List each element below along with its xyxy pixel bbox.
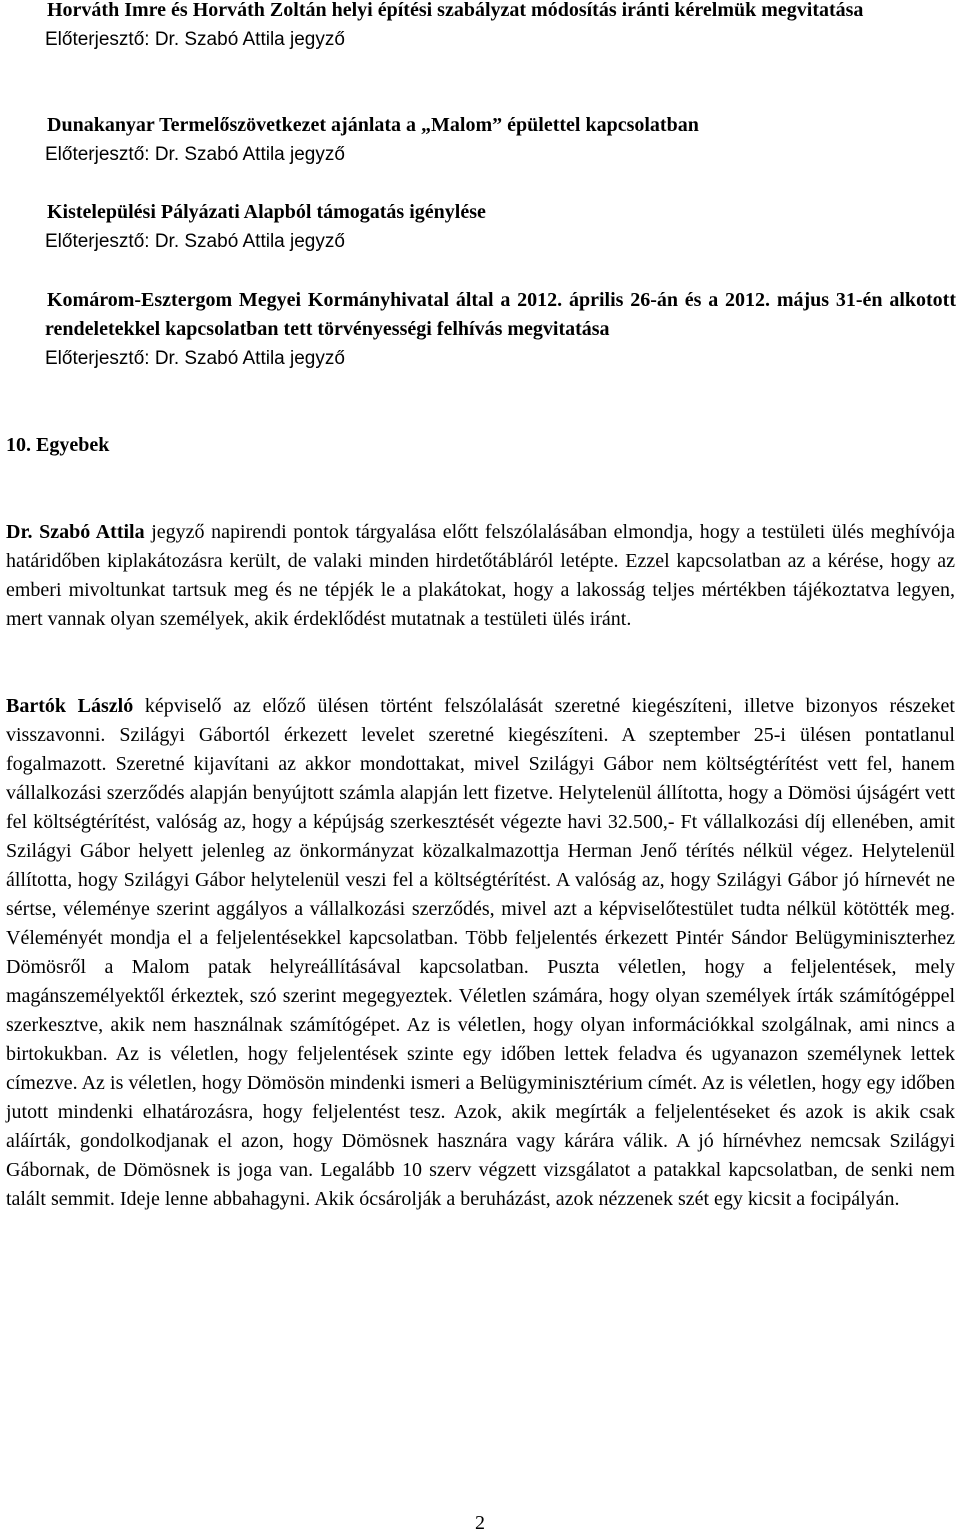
- agenda-item-8: [6, 198, 956, 256]
- agenda-item-number: [8, 111, 47, 140]
- agenda-item-9: [6, 286, 956, 373]
- agenda-item-title: Kistelepülési Pályázati Alapból támogatás igénylése: [6, 198, 956, 227]
- speaker-name: Dr. Szabó Attila: [6, 521, 145, 543]
- paragraph-bartok: [6, 692, 955, 1214]
- agenda-item-title: Dunakanyar Termelőszövetkezet ajánlata a „Malom” épülettel kapcsolatban: [6, 111, 956, 140]
- paragraph-szabo: [6, 518, 955, 634]
- speaker-name: Bartók László: [6, 695, 134, 717]
- agenda-item-number: [8, 198, 47, 227]
- agenda-item-title: 10. Egyebek: [6, 434, 110, 456]
- agenda-item-title: Horváth Imre és Horváth Zoltán helyi építési szabályzat módosítás iránti kérelmük megvitatása: [6, 0, 956, 25]
- agenda-item-number: [8, 286, 47, 315]
- page-number: 2: [475, 1512, 485, 1534]
- agenda-item-presenter: Előterjesztő: Dr. Szabó Attila jegyző: [45, 144, 345, 165]
- paragraph-text: képviselő az előző ülésen történt felszólalását szeretné kiegészíteni, illetve bizonyos részeket visszavonni. Szilágyi Gábortól érkezett levelet szeretné kiegészíteni. A szeptember 25-i ülésen pontatlanul fogalmazott. Szeretné kijavítani az akkor mondottakat, mivel Szilágyi Gábor nem költségtérítést vett fel, hanem vállalkozási szerződés alapján benyújtott számla alapján lett fizetve. Helytelenül állította, hogy a Dömösi újságért vett fel költségtérítést, valóság az, hogy a képújság szerkesztését végezte havi 32.500,- Ft vállalkozási díj ellenében, amit Szilágyi Gábor helyett jelenleg az önkormányzat közalkalmazottja Herman Jenő térítés nélkül végez. Helytelenül állította, hogy Szilágyi Gábor helytelenül veszi fel a költségtérítést. A valóság az, hogy Szilágyi Gábor jó hírnevét ne sértse, véleménye szerint aggályos a vállalkozási szerződés, mivel azt a képviselőtestület tudta nélkül kötötték meg. Véleményét mondja el a feljelentésekkel kapcsolatban. Több feljelentés érkezett Pintér Sándor Belügyminiszterhez Dömösről a Malom patak helyreállításával kapcsolatban. Puszta véletlen, hogy a feljelentések, mely magánszemélyektől érkeztek, szó szerint megegyeztek. Véletlen számára, hogy olyan személyek írták számítógéppel szerkesztve, akik nem használnak számítógépet. Az is véletlen, hogy olyan információkkal szolgálnak, ami nincs a birtokukban. Az is véletlen, hogy feljelentések szinte egy időben lettek feladva és ugyanazon személynek lettek címezve. Az is véletlen, hogy Dömösön mindenki ismeri a Belügyminisztérium címét. Az is véletlen, hogy egy időben jutott mindenki elhatározásra, hogy feljelentést tesz. Azok, akik megírták a feljelentéseket és azok is akik csak aláírták, gondolkodjanak el azon, hogy Dömösnek hasznára vagy kárára válik. A jó hírnévhez nemcsak Szilágyi Gábornak, de Dömösnek is joga van. Legalább 10 szerv végzett vizsgálatot a patakkal kapcsolatban, de senki nem talált semmit. Ideje lenne abbahagyni. Akik ócsárolják a beruházást, azok nézzenek szét egy kicsit a focipályán.: [6, 695, 955, 1210]
- agenda-item-number: [8, 0, 47, 25]
- agenda-item-10: [6, 431, 956, 460]
- agenda-item-presenter: Előterjesztő: Dr. Szabó Attila jegyző: [45, 29, 345, 50]
- paragraph-text: jegyző napirendi pontok tárgyalása előtt felszólalásában elmondja, hogy a testületi ülés meghívója határidőben kiplakátozásra került, de valaki minden hirdetőtábláról letépte. Ezzel kapcsolatban az a kérése, hogy az emberi mivoltunkat tartsuk meg és ne tépjék le a plakátokat, hogy a lakosság teljes mértékben tájékoztatva legyen, mert vannak olyan személyek, akik érdeklődést mutatnak a testületi ülés iránt.: [6, 521, 955, 630]
- agenda-item-presenter: Előterjesztő: Dr. Szabó Attila jegyző: [45, 348, 345, 369]
- agenda-item-title: Komárom-Esztergom Megyei Kormányhivatal által a 2012. április 26-án és a 2012. május 31-én alkotott rendeletekkel kapcsolatban tett törvényességi felhívás megvitatása: [6, 286, 956, 344]
- agenda-item-number: 10.: [6, 434, 31, 456]
- agenda-item-presenter: Előterjesztő: Dr. Szabó Attila jegyző: [45, 231, 345, 252]
- agenda-item-7: [6, 111, 956, 169]
- agenda-item-6: [6, 0, 956, 54]
